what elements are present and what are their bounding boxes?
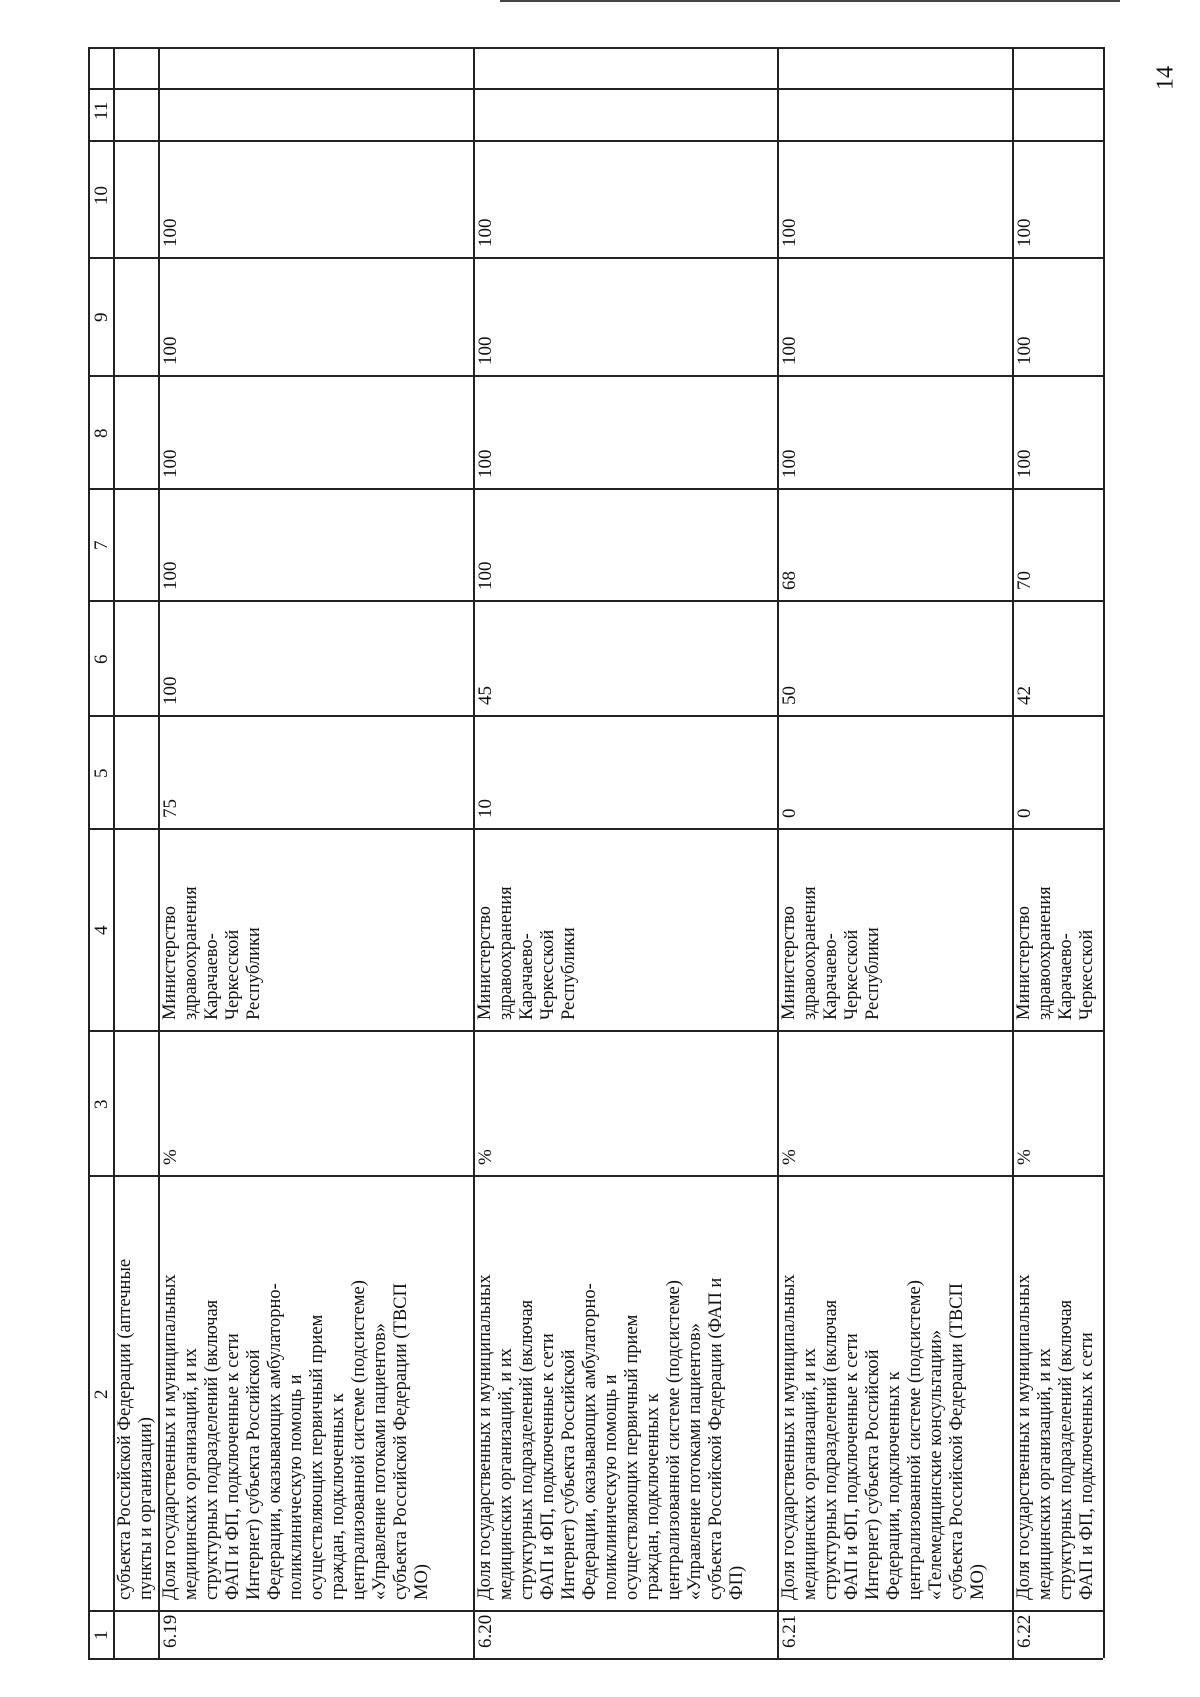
row-border-0 <box>88 47 90 1658</box>
row-3-v7-line: 68 <box>779 571 800 590</box>
column-border-11 <box>88 88 1103 90</box>
row-2-v7-line: 100 <box>475 561 496 590</box>
row-2-indicator-line: поликлиническую помощь и <box>601 1374 621 1600</box>
column-border-0 <box>88 1658 1103 1660</box>
column-header-c4 <box>91 926 112 936</box>
column-border-5 <box>88 715 1103 717</box>
row-1-indicator <box>160 1274 433 1600</box>
row-3-v5-line: 0 <box>779 808 800 818</box>
row-4-indicator-line: ФАП и ФП, подключенных к сети <box>1077 1332 1097 1600</box>
row-2-indicator-line: структурных подразделений (включая <box>517 1299 537 1600</box>
row-2-indicator-line: осуществляющих первичный прием <box>622 1314 642 1600</box>
row-4-v7 <box>1014 571 1035 590</box>
row-4-v7-line: 70 <box>1014 571 1035 590</box>
row-3-indicator-line: Федерации, подключенных к <box>884 1371 904 1600</box>
row-3-indicator-line: медицинских организаций, и их <box>800 1348 820 1600</box>
row-1-v6 <box>160 677 181 706</box>
column-header-c1-line: 1 <box>91 1630 112 1640</box>
column-header-c3 <box>91 1099 112 1109</box>
row-1-num <box>160 1615 181 1648</box>
row-1-responsible-line: Республики <box>244 927 264 1020</box>
row-4-v8-line: 100 <box>1014 449 1035 478</box>
row-1-v9 <box>160 337 181 366</box>
row-2-v5 <box>475 799 496 818</box>
row-3-v6-line: 50 <box>779 686 800 705</box>
row-4-v5 <box>1014 809 1035 819</box>
row-1-indicator-line: осуществляющих первичный прием <box>307 1314 327 1600</box>
row-1-indicator-line: субъекта Российской Федерации (ТВСП <box>391 1283 411 1600</box>
row-1-v10 <box>160 219 181 248</box>
row-2-num-line: 6.20 <box>475 1614 496 1648</box>
row-2-indicator-line: Федерации, оказывающих амбулаторно- <box>580 1283 600 1600</box>
row-1-num-line: 6.19 <box>160 1614 181 1648</box>
row-4-responsible-line: Министерство <box>1014 905 1034 1020</box>
column-header-c7-line: 7 <box>91 540 112 550</box>
row-4-v6-line: 42 <box>1014 686 1035 705</box>
column-header-c11 <box>91 102 112 120</box>
row-4-indicator-line: структурных подразделений (включая <box>1056 1299 1076 1600</box>
row-3-num <box>779 1615 800 1648</box>
column-border-10 <box>88 140 1103 142</box>
row-3-responsible <box>779 886 884 1020</box>
row-1-v7 <box>160 562 181 591</box>
row-3-indicator-line: субъекта Российской Федерации (ТВСП <box>947 1283 967 1600</box>
row-1-v9-line: 100 <box>160 336 181 365</box>
row-4-indicator-line: медицинских организаций, и их <box>1035 1348 1055 1600</box>
row-3-responsible-line: Карачаево- <box>821 933 841 1020</box>
row-3-indicator-line: Доля государственных и муниципальных <box>779 1274 799 1600</box>
column-header-c1 <box>91 1631 112 1641</box>
row-1-indicator-line: Федерации, оказывающих амбулаторно- <box>265 1283 285 1600</box>
row-3-indicator <box>779 1274 989 1600</box>
row-4-v9-line: 100 <box>1014 336 1035 365</box>
row-2-indicator-line: субъекта Российской Федерации (ФАП и <box>706 1277 726 1600</box>
row-3-v6 <box>779 686 800 705</box>
row-4-num <box>1014 1615 1035 1648</box>
row-3-responsible-line: Черкесской <box>842 929 862 1020</box>
row-3-unit <box>779 1149 800 1165</box>
row-4-responsible-line: здравоохранения <box>1035 886 1055 1020</box>
row-2-indicator-line: ФП) <box>727 1565 747 1600</box>
row-1-indicator-line: структурных подразделений (включая <box>202 1299 222 1600</box>
row-1-indicator-line: МО) <box>412 1564 432 1600</box>
row-1-indicator-line: Доля государственных и муниципальных <box>160 1274 180 1600</box>
row-2-responsible <box>475 886 580 1020</box>
row-4-v9 <box>1014 337 1035 366</box>
row-1-indicator-line: «Управление потоками пациентов» <box>370 1323 390 1600</box>
row-3-indicator-line: МО) <box>968 1564 988 1600</box>
row-2-unit <box>475 1149 496 1165</box>
row-4-responsible-line: Черкесской <box>1077 929 1097 1020</box>
column-header-c8 <box>91 428 112 438</box>
row-2-indicator-line: граждан, подключенных к <box>643 1393 663 1600</box>
page-number: 14 <box>1152 66 1179 90</box>
row-0-indicator-line: пункты и организации) <box>136 1417 156 1600</box>
row-2-indicator-line: Интернет) субъекта Российской <box>559 1349 579 1600</box>
row-1-v7-line: 100 <box>160 561 181 590</box>
row-3-indicator-line: «Телемедицинские консультации» <box>926 1329 946 1600</box>
row-4-indicator-line: Доля государственных и муниципальных <box>1014 1274 1034 1600</box>
row-1-v5 <box>160 799 181 818</box>
column-header-c10-line: 10 <box>91 185 112 205</box>
column-border-12 <box>88 47 1103 49</box>
row-2-v7 <box>475 562 496 591</box>
column-header-c2 <box>91 1389 112 1399</box>
column-header-c6 <box>91 654 112 664</box>
column-border-3 <box>88 1030 1103 1032</box>
row-1-v8 <box>160 450 181 479</box>
column-header-c6-line: 6 <box>91 654 112 664</box>
row-3-responsible-line: здравоохранения <box>800 886 820 1020</box>
column-border-7 <box>88 488 1103 490</box>
row-4-num-line: 6.22 <box>1014 1614 1035 1648</box>
row-2-v6 <box>475 686 496 705</box>
column-header-c7 <box>91 541 112 551</box>
column-header-c2-line: 2 <box>91 1389 112 1399</box>
column-header-c9-line: 9 <box>91 312 112 322</box>
row-3-v10 <box>779 219 800 248</box>
row-4-responsible-line: Карачаево- <box>1056 933 1076 1020</box>
column-border-6 <box>88 600 1103 602</box>
row-border-6 <box>1103 47 1105 1658</box>
row-2-indicator-line: «Управление потоками пациентов» <box>685 1323 705 1600</box>
row-1-responsible-line: Карачаево- <box>202 933 222 1020</box>
row-2-indicator-line: Доля государственных и муниципальных <box>475 1274 495 1600</box>
row-3-v10-line: 100 <box>779 218 800 247</box>
row-1-responsible-line: Черкесской <box>223 929 243 1020</box>
row-4-unit <box>1014 1149 1035 1165</box>
row-3-v9-line: 100 <box>779 336 800 365</box>
row-3-v9 <box>779 337 800 366</box>
row-2-responsible-line: Черкесской <box>538 929 558 1020</box>
row-2-num <box>475 1615 496 1648</box>
column-border-4 <box>88 828 1103 830</box>
row-3-indicator-line: централизованной системе (подсистеме) <box>905 1280 925 1600</box>
row-2-responsible-line: Министерство <box>475 905 495 1020</box>
row-0-indicator <box>115 1259 157 1600</box>
row-3-num-line: 6.21 <box>779 1614 800 1648</box>
row-1-responsible-line: Министерство <box>160 905 180 1020</box>
column-header-c9 <box>91 313 112 323</box>
column-header-c8-line: 8 <box>91 428 112 438</box>
row-1-responsible-line: здравоохранения <box>181 886 201 1020</box>
row-4-unit-line: % <box>1014 1149 1035 1165</box>
column-header-c5 <box>91 768 112 778</box>
column-header-c4-line: 4 <box>91 925 112 935</box>
row-2-v10 <box>475 219 496 248</box>
row-4-responsible <box>1014 886 1098 1020</box>
row-2-responsible-line: Карачаево- <box>517 933 537 1020</box>
row-2-v9 <box>475 337 496 366</box>
row-4-v6 <box>1014 686 1035 705</box>
row-3-responsible-line: Республики <box>863 927 883 1020</box>
column-header-c3-line: 3 <box>91 1099 112 1109</box>
row-4-indicator <box>1014 1274 1098 1600</box>
row-3-indicator-line: структурных подразделений (включая <box>821 1299 841 1600</box>
row-2-v6-line: 45 <box>475 686 496 705</box>
column-header-c5-line: 5 <box>91 768 112 778</box>
row-1-v8-line: 100 <box>160 449 181 478</box>
row-2-indicator-line: централизованной системе (подсистеме) <box>664 1280 684 1600</box>
row-3-indicator-line: ФАП и ФП, подключенные к сети <box>842 1333 862 1600</box>
row-1-indicator-line: поликлиническую помощь и <box>286 1374 306 1600</box>
row-0-indicator-line: субъекта Российской Федерации (аптечные <box>115 1258 135 1600</box>
row-3-responsible-line: Министерство <box>779 905 799 1020</box>
row-2-unit-line: % <box>475 1149 496 1165</box>
top-rule <box>500 0 1120 2</box>
row-1-responsible <box>160 886 265 1020</box>
row-1-indicator-line: граждан, подключенных к <box>328 1393 348 1600</box>
row-3-v8-line: 100 <box>779 449 800 478</box>
row-4-v8 <box>1014 450 1035 479</box>
row-4-v10-line: 100 <box>1014 218 1035 247</box>
row-1-unit-line: % <box>160 1149 181 1165</box>
column-header-c10 <box>91 186 112 205</box>
column-border-9 <box>88 257 1103 259</box>
row-3-unit-line: % <box>779 1149 800 1165</box>
column-border-8 <box>88 375 1103 377</box>
row-2-v8-line: 100 <box>475 449 496 478</box>
row-2-v9-line: 100 <box>475 336 496 365</box>
row-4-v5-line: 0 <box>1014 808 1035 818</box>
column-border-2 <box>88 1175 1103 1177</box>
row-3-indicator-line: Интернет) субъекта Российской <box>863 1349 883 1600</box>
row-2-v8 <box>475 450 496 479</box>
row-1-v10-line: 100 <box>160 218 181 247</box>
row-2-responsible-line: здравоохранения <box>496 886 516 1020</box>
column-border-1 <box>88 1610 1103 1612</box>
row-2-indicator-line: медицинских организаций, и их <box>496 1348 516 1600</box>
row-2-v5-line: 10 <box>475 799 496 818</box>
row-2-indicator-line: ФАП и ФП, подключенные к сети <box>538 1333 558 1600</box>
row-1-indicator-line: ФАП и ФП, подключенные к сети <box>223 1333 243 1600</box>
row-1-indicator-line: медицинских организаций, и их <box>181 1348 201 1600</box>
row-3-v8 <box>779 450 800 479</box>
column-header-c11-line: 11 <box>91 101 112 120</box>
row-1-v6-line: 100 <box>160 676 181 705</box>
row-1-indicator-line: Интернет) субъекта Российской <box>244 1349 264 1600</box>
row-2-v10-line: 100 <box>475 218 496 247</box>
row-2-indicator <box>475 1274 748 1600</box>
row-3-v7 <box>779 571 800 590</box>
row-1-v5-line: 75 <box>160 799 181 818</box>
row-4-v10 <box>1014 219 1035 248</box>
row-2-responsible-line: Республики <box>559 927 579 1020</box>
row-3-v5 <box>779 809 800 819</box>
row-1-unit <box>160 1149 181 1165</box>
row-1-indicator-line: централизованной системе (подсистеме) <box>349 1280 369 1600</box>
